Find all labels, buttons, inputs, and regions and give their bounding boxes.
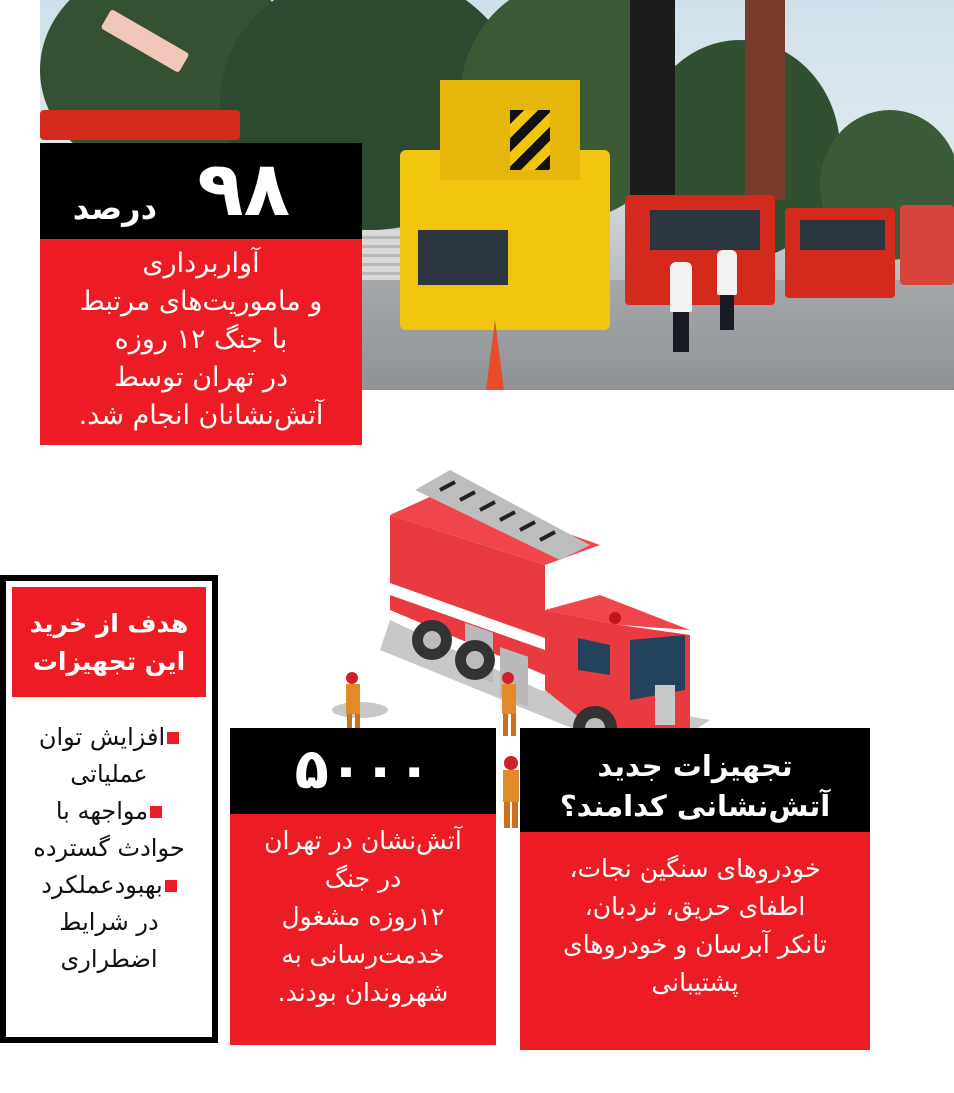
truck-windshield (800, 220, 885, 250)
goal-list (6, 697, 212, 978)
goal-item-text: بهبودعملکرد (41, 871, 163, 899)
goal-item-text: مواجهه با (55, 797, 149, 825)
aerial-ladder (630, 0, 675, 200)
count-value: ۵۰۰۰ (294, 737, 432, 802)
equipment-line: خودروهای سنگین نجات، (569, 854, 821, 883)
count-line: خدمت‌رسانی به (281, 940, 445, 969)
equipment-card (520, 728, 870, 1050)
stat-line: آتش‌نشانان انجام شد. (78, 400, 324, 431)
goal-item-text: عملیاتی (70, 760, 148, 788)
square-bullet-icon (165, 880, 177, 892)
stat-header (40, 143, 362, 239)
person-legs (673, 312, 689, 352)
stat-line: آواربرداری (142, 248, 260, 279)
chevron-marking (510, 110, 550, 170)
equipment-title (520, 728, 870, 832)
fire-truck-illustration (320, 460, 720, 760)
goal-title-line: هدف از خرید (29, 609, 189, 638)
equipment-line: اطفای حریق، نردبان، (584, 892, 806, 921)
fire-truck-roof (40, 110, 240, 140)
count-line: شهروندان بودند. (277, 978, 449, 1007)
goal-item-text: حوادث گسترده (33, 834, 185, 862)
count-header (230, 728, 496, 814)
goal-list-item (12, 867, 206, 978)
goal-item-text: افزایش توان (38, 723, 166, 751)
goal-list-item (12, 793, 206, 867)
crane-windshield (418, 230, 508, 285)
square-bullet-icon (167, 732, 179, 744)
count-description (230, 814, 496, 1045)
equipment-line: پشتیبانی (651, 968, 739, 997)
person-legs (720, 295, 734, 330)
stat-line: با جنگ ۱۲ روزه (114, 324, 288, 355)
fire-truck (900, 205, 954, 285)
goal-card (0, 575, 218, 1043)
stat-line: در تهران توسط (113, 362, 289, 393)
equipment-description (520, 832, 870, 1050)
goal-card-title (12, 587, 206, 697)
aerial-ladder (745, 0, 785, 200)
square-bullet-icon (150, 806, 162, 818)
goal-item-text: در شرایط (59, 908, 159, 936)
equipment-line: تانکر آبرسان و خودروهای (563, 930, 827, 959)
firefighter-count-card (230, 728, 496, 1045)
fire-truck-icon (320, 460, 720, 760)
truck-windshield (650, 210, 760, 250)
count-line: ۱۲روزه مشغول (281, 902, 445, 931)
traffic-cone (486, 320, 504, 390)
equipment-title-line: آتش‌نشانی کدامند؟ (559, 789, 831, 823)
goal-item-text: اضطراری (60, 945, 158, 973)
person (717, 250, 737, 295)
count-line: در جنگ (324, 864, 402, 893)
equipment-title-line: تجهیزات جدید (597, 749, 793, 783)
firefighter-icon (332, 672, 388, 736)
person (670, 262, 692, 312)
stat-unit: درصد (72, 189, 157, 227)
stat-value: ۹۸ (197, 144, 290, 233)
count-line: آتش‌نشان در تهران (264, 826, 462, 855)
stat-callout-98 (40, 143, 362, 445)
stat-line: و ماموریت‌های مرتبط (79, 286, 323, 317)
goal-title-line: این تجهیزات (32, 647, 186, 676)
stat-description (40, 239, 362, 445)
goal-list-item (12, 719, 206, 793)
